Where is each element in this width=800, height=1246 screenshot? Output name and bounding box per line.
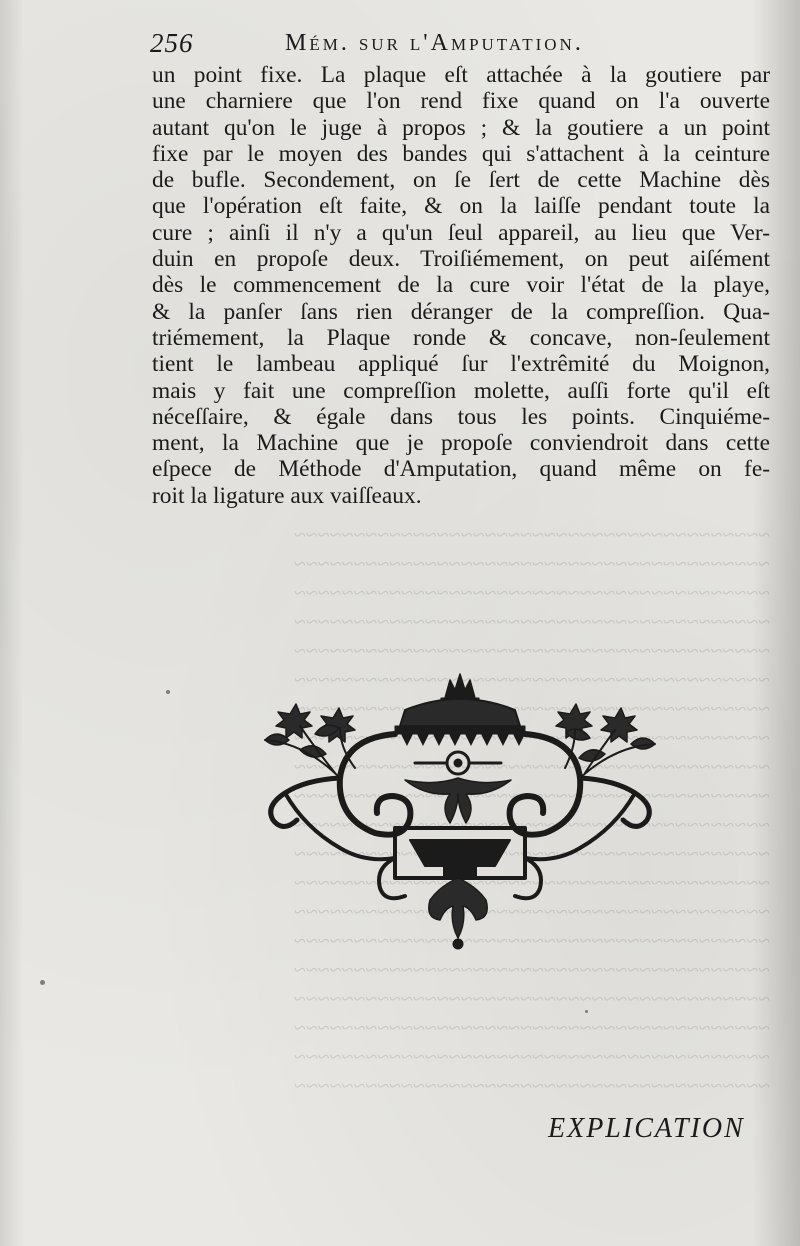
text-line: mais y fait une compreſſion molette, auſſi forte qu'il eſt — [152, 377, 770, 404]
text-line: fixe par le moyen des bandes qui s'attachent à la ceinture — [152, 140, 770, 167]
text-line: que l'opération eſt faite, & on la laiſſe pendant toute la — [152, 193, 770, 220]
text-line: duin en propoſe deux. Troiſiémement, on peut aiſément — [152, 246, 770, 273]
page-number: 256 — [150, 28, 194, 58]
text-line: ment, la Machine que je propoſe conviendroit dans cette — [152, 430, 770, 457]
text-line: une charniere que l'on rend fixe quand on l'a ouverte — [152, 88, 770, 115]
text-line: autant qu'on le juge à propos ; & la goutiere a un point — [152, 114, 770, 141]
text-line: & la panſer ſans rien déranger de la compreſſion. Qua- — [152, 298, 770, 325]
floral-cartouche-ornament-icon — [245, 668, 675, 958]
text-line: cure ; ainſi il n'y a qu'un ſeul appareil, au lieu que Ver- — [152, 219, 770, 246]
ink-spot — [40, 980, 45, 985]
text-line: triémement, la Plaque ronde & concave, non-ſeulement — [152, 324, 770, 351]
page-header — [150, 28, 780, 64]
bleed-through-text: ~~~~~~~~~~~~~~~~~~~~~~~~~~~~~~~~~~~~~~~~ ~~~~~~~~~~~~~~~~~~~~~~~~~~~~~~~~~~~~~~~~ ~~~~~~~~~~~~~~~~~~~~~~~~~~~~~~~~~~~~~~~~ ~~~~~~~~~~~~~~~~~~~~~~~~~~~~~~~~~~~~~~~~ ~~~~~~~~~~~~~~~~~~~~~~~~~~~~~~~~~~~~~~~~ ~~~~~~~~~~~~~~~~~~~~~~~~~~~~~~~~~~~~~~~~ ~~~~~~~~~~~~~~~~~~~~~~~~~~~~~~~~~~~~~~~~ ~~~~~~~~~~~~~~~~~~~~~~~~~~~~~~~~~~~~~~~~ ~~~~~~~~~~~~~~~~~~~~~~~~~~~~~~~~~~~~~~~~ ~~~~~~~~~~~~~~~~~~~~~~~~~~~~~~~~~~~~~~~~ ~~~~~~~~~~~~~~~~~~~~~~~~~~~~~~~~~~~~~~~~ ~~~~~~~~~~~~~~~~~~~~~~~~~~~~~~~~~~~~~~~~ ~~~~~~~~~~~~~~~~~~~~~~~~~~~~~~~~~~~~~~~~ ~~~~~~~~~~~~~~~~~~~~~~~~~~~~~~~~~~~~~~~~ ~~~~~~~~~~~~~~~~~~~~~~~~~~~~~~~~~~~~~~~~ ~~~~~~~~~~~~~~~~~~~~~~~~~~~~~~~~~~~~~~~~ ~~~~~~~~~~~~~~~~~~~~~~~~~~~~~~~~~~~~~~~~ ~~~~~~~~~~~~~~~~~~~~~~~~~~~~~~~~~~~~~~~~ ~~~~~~~~~~~~~~~~~~~~~~~~~~~~~~~~~~~~~~~~ ~~~~~~~~~~~~~~~~~~~~~~~~~~~~~~~~~~~~~~~~ — [293, 522, 770, 1098]
text-line: néceſſaire, & égale dans tous les points. Cinquiéme- — [152, 403, 770, 430]
body-text — [152, 62, 770, 509]
text-line: eſpece de Méthode d'Amputation, quand même on fe- — [152, 456, 770, 483]
text-line: dès le commencement de la cure voir l'état de la playe, — [152, 272, 770, 299]
text-line: tient le lambeau appliqué ſur l'extrêmité du Moignon, — [152, 351, 770, 378]
catchword: EXPLICATION — [548, 1113, 745, 1144]
ink-spot — [166, 690, 170, 694]
text-line: un point fixe. La plaque eſt attachée à la goutiere par — [152, 62, 770, 88]
text-line: roit la ligature aux vaiſſeaux. — [152, 482, 422, 509]
ink-spot — [585, 1010, 588, 1013]
text-line: de bufle. Secondement, on ſe ſert de cette Machine dès — [152, 167, 770, 194]
running-head: Mém. sur l'Amputation. — [285, 30, 584, 56]
